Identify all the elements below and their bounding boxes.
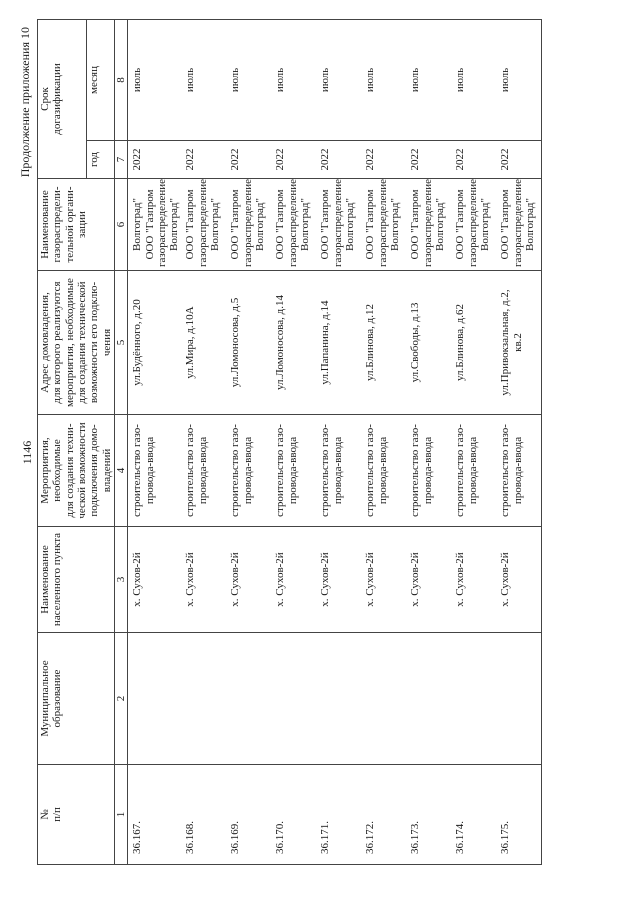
municipality-cell (181, 633, 226, 765)
municipality-cell (226, 633, 271, 765)
row-number: 36.172. (361, 765, 406, 865)
settlement-cell: х. Сухов-2й (496, 527, 542, 633)
month-cell: июль (226, 20, 271, 141)
year-cell: 2022 (406, 141, 451, 179)
month-cell: июль (316, 20, 361, 141)
month-cell: июль (406, 20, 451, 141)
org-carryover-text: Волгоград" (131, 198, 144, 251)
row-number: 36.169. (226, 765, 271, 865)
year-cell: 2022 (181, 141, 226, 179)
measure-cell: строительство газо- провода-ввода (181, 415, 226, 527)
year-cell: 2022 (271, 141, 316, 179)
column-number: 4 (114, 415, 127, 527)
address-cell: ул.Блинова, д.62 (451, 271, 496, 415)
year-cell: 2022 (316, 141, 361, 179)
column-number: 3 (114, 527, 127, 633)
month-cell: июль (128, 20, 182, 141)
address-cell: ул.Ломоносова, д.5 (226, 271, 271, 415)
column-number: 6 (114, 179, 127, 271)
column-numbers-row (114, 20, 127, 865)
org-line: газораспределение (331, 178, 344, 267)
org-line: ООО "Газпром (409, 189, 422, 260)
org-line: ООО "Газпром (454, 189, 467, 260)
column-number: 8 (114, 20, 127, 141)
municipality-cell (451, 633, 496, 765)
organization-cell (406, 179, 451, 271)
address-cell: ул.Мира, д.10А (181, 271, 226, 415)
appendix-label: Продолжение приложения 10 (18, 27, 32, 178)
measure-cell: строительство газо- провода-ввода (451, 415, 496, 527)
header-number: № п/п (38, 765, 115, 865)
year-cell: 2022 (361, 141, 406, 179)
column-number: 2 (114, 633, 127, 765)
municipality-cell (406, 633, 451, 765)
month-cell: июль (271, 20, 316, 141)
org-line: Волгоград" (254, 198, 267, 251)
table-row (316, 20, 361, 865)
measure-cell: строительство газо- провода-ввода (361, 415, 406, 527)
header-organization: Наименование газораспредели- тельной органи- зации (38, 179, 115, 271)
org-line: ООО "Газпром (184, 189, 197, 260)
month-cell: июль (496, 20, 542, 141)
table-row (271, 20, 316, 865)
header-address: Адрес домовладения, для которого реализуются мероприятия, необходимые для создания технической возможности его подклю- чения (38, 271, 115, 415)
column-number: 1 (114, 765, 127, 865)
gasification-table (37, 19, 542, 865)
organization-cell (361, 179, 406, 271)
month-cell: июль (181, 20, 226, 141)
settlement-cell: х. Сухов-2й (226, 527, 271, 633)
address-cell: ул.Будённого, д.20 (128, 271, 182, 415)
row-number: 36.171. (316, 765, 361, 865)
org-line: ООО "Газпром (143, 189, 156, 260)
year-cell: 2022 (128, 141, 182, 179)
row-number: 36.174. (451, 765, 496, 865)
organization-cell (496, 179, 542, 271)
header-municipality: Муниципальное образование (38, 633, 115, 765)
header-month: месяц (87, 20, 114, 141)
column-number: 5 (114, 271, 127, 415)
address-cell: ул.Ломоносова, д.14 (271, 271, 316, 415)
header-year: год (87, 141, 114, 179)
org-line: Волгоград" (299, 198, 312, 251)
org-line: ООО "Газпром (499, 189, 512, 260)
measure-cell: строительство газо- провода-ввода (316, 415, 361, 527)
row-number: 36.167. (128, 765, 182, 865)
organization-cell (128, 179, 182, 271)
measure-cell: строительство газо- провода-ввода (496, 415, 542, 527)
org-line: Волгоград" (209, 198, 222, 251)
settlement-cell: х. Сухов-2й (271, 527, 316, 633)
org-line: газораспределение (466, 178, 479, 267)
row-number: 36.168. (181, 765, 226, 865)
org-line: газораспределение (421, 178, 434, 267)
org-line: газораспределение (286, 178, 299, 267)
settlement-cell: х. Сухов-2й (128, 527, 182, 633)
measure-cell: строительство газо- провода-ввода (271, 415, 316, 527)
org-line: ООО "Газпром (364, 189, 377, 260)
org-line: Волгоград" (389, 198, 402, 251)
measure-cell: строительство газо- провода-ввода (406, 415, 451, 527)
org-line: Волгоград" (168, 198, 181, 251)
organization-cell (451, 179, 496, 271)
org-line: газораспределение (241, 178, 254, 267)
settlement-cell: х. Сухов-2й (316, 527, 361, 633)
month-cell: июль (361, 20, 406, 141)
municipality-cell (361, 633, 406, 765)
table-body (128, 20, 542, 865)
table-row (226, 20, 271, 865)
settlement-cell: х. Сухов-2й (181, 527, 226, 633)
org-line: Волгоград" (434, 198, 447, 251)
header-row (38, 20, 87, 865)
organization-cell (271, 179, 316, 271)
organization-cell (316, 179, 361, 271)
address-cell: ул.Свободы, д.13 (406, 271, 451, 415)
settlement-cell: х. Сухов-2й (361, 527, 406, 633)
measure-cell: строительство газо- провода-ввода (226, 415, 271, 527)
month-cell: июль (451, 20, 496, 141)
row-number: 36.170. (271, 765, 316, 865)
year-cell: 2022 (226, 141, 271, 179)
org-line: Волгоград" (344, 198, 357, 251)
header-measures: Мероприятия, необходимые для создания техни- ческой возможности подключения домо- владений (38, 415, 115, 527)
table-row (451, 20, 496, 865)
org-line: ООО "Газпром (319, 189, 332, 260)
row-number: 36.175. (496, 765, 542, 865)
organization-cell (181, 179, 226, 271)
column-number: 7 (114, 141, 127, 179)
municipality-cell (271, 633, 316, 765)
table-row (181, 20, 226, 865)
table-row (128, 20, 182, 865)
year-cell: 2022 (451, 141, 496, 179)
org-line: ООО "Газпром (229, 189, 242, 260)
header-deadline: Срок догазификации (38, 20, 87, 179)
row-number: 36.173. (406, 765, 451, 865)
settlement-cell: х. Сухов-2й (406, 527, 451, 633)
org-line: газораспределение (155, 178, 168, 267)
table-row (496, 20, 542, 865)
address-cell: ул.Привокзальная, д.2, кв.2 (496, 271, 542, 415)
page-number: 1146 (20, 440, 34, 465)
municipality-cell (128, 633, 182, 765)
org-line: газораспределение (376, 178, 389, 267)
municipality-cell (496, 633, 542, 765)
org-line: Волгоград" (479, 198, 492, 251)
settlement-cell: х. Сухов-2й (451, 527, 496, 633)
org-line: ООО "Газпром (274, 189, 287, 260)
org-line: газораспределение (511, 178, 524, 267)
table-row (406, 20, 451, 865)
measure-cell: строительство газо- провода-ввода (128, 415, 182, 527)
org-line: газораспределение (196, 178, 209, 267)
year-cell: 2022 (496, 141, 542, 179)
municipality-cell (316, 633, 361, 765)
address-cell: ул.Блинова, д.12 (361, 271, 406, 415)
organization-cell (226, 179, 271, 271)
address-cell: ул.Папанина, д.14 (316, 271, 361, 415)
header-settlement: Наименование населенного пункта (38, 527, 115, 633)
org-line: Волгоград" (524, 198, 537, 251)
table-row (361, 20, 406, 865)
